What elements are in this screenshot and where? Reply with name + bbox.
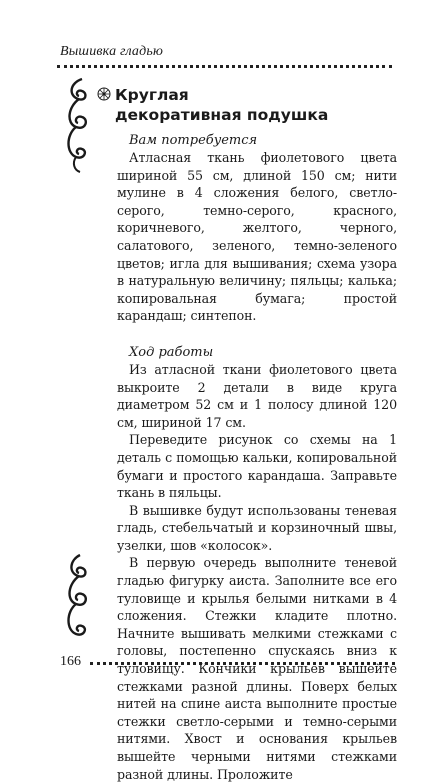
page-footer	[60, 654, 395, 674]
header-dotted-rule	[57, 65, 392, 68]
running-head: Вышивка гладью	[60, 44, 164, 59]
page-header	[60, 40, 390, 60]
procedure-paragraph: Из атласной ткани фиолетового цвета выкроите 2 детали в виде круга диаметром 52 см и 1 полосу длиной 120 см, шириной 17 см.	[117, 361, 397, 430]
page-number: 166	[60, 654, 81, 669]
flower-icon	[97, 87, 111, 101]
scroll-ornament-icon	[62, 552, 92, 652]
footer-dotted-rule	[90, 662, 395, 665]
procedure-paragraph: В вышивке будут использованы теневая гладь, стебельчатый и корзиночный швы, узелки, шов «колосок».	[117, 502, 397, 553]
procedure-heading: Ход работы	[129, 344, 214, 360]
title-line-1: Круглая	[115, 86, 189, 104]
article-body	[117, 132, 397, 783]
materials-heading: Вам потребуется	[129, 133, 258, 148]
materials-text: Атласная ткань фиолетового цвета шириной 55 см, длиной 150 см; нити мулине в 4 сложения белого, светло-серого, темно-серого, красного, коричневого, желтого, черного, салатового, зеленого, темно-зеленого цветов; игла для вышивания; схема узора в натуральную величину; пяльцы; калька; копировальная бумага; простой карандаш; синтепон.	[117, 150, 397, 324]
procedure-paragraph: В первую очередь выполните теневой гладью фигурку аиста. Заполните все его туловище и крылья белыми нитками в 4 сложения. Стежки кладите плотно. Начните вышивать мелкими стежками с головы, постепенно спускаясь вниз к туловищу. Кончики крыльев вышейте стежками разной длины. Поверх белых нитей на спине аиста выполните простые стежки светло-серыми и темно-серыми нитями. Хвост и основания крыльев вышейте черными нитями стежками разной длины. Проложите	[117, 555, 397, 782]
title-line-2: декоративная подушка	[115, 106, 329, 124]
scroll-ornament-icon	[62, 75, 92, 175]
procedure-paragraph: Переведите рисунок со схемы на 1 деталь с помощью кальки, копировальной бумаги и простого карандаша. Заправьте ткань в пяльцы.	[117, 432, 397, 501]
